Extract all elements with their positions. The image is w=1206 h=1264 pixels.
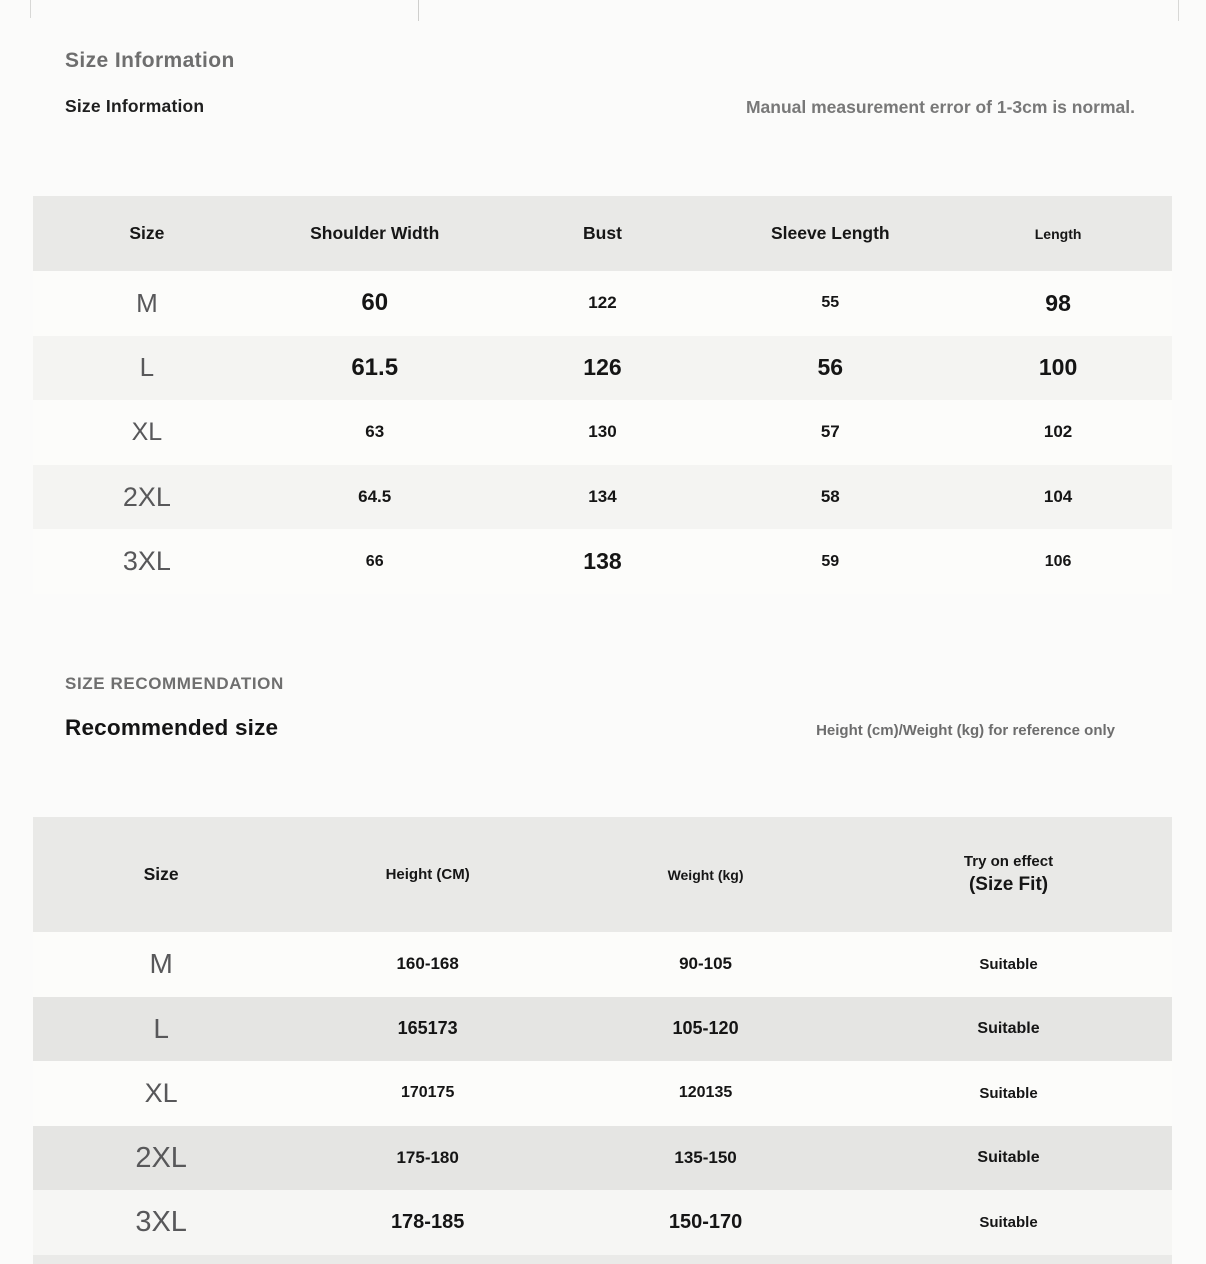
size-table-header-sleeve-length: Sleeve Length	[770, 223, 890, 243]
rec-table-header-try-on-effect	[845, 852, 1172, 898]
bust-cell: 122	[588, 293, 617, 313]
size-table-row-m	[33, 271, 1172, 336]
rec-table-row-m	[33, 932, 1172, 997]
rec-table-header-height: Height (CM)	[385, 866, 470, 883]
shoulder-width-cell: 66	[365, 552, 384, 570]
weight-cell: 135-150	[674, 1148, 737, 1168]
sleeve-length-cell: 58	[820, 487, 840, 507]
size-cell: 2XL	[135, 1141, 187, 1174]
size-table-row-2xl	[33, 465, 1172, 530]
length-cell: 98	[1045, 289, 1071, 316]
sleeve-length-cell: 57	[820, 422, 840, 442]
size-cell: M	[136, 287, 158, 318]
table-bottom-strip	[33, 1255, 1172, 1264]
top-divider-line-middle	[418, 0, 419, 21]
size-cell: L	[139, 352, 155, 383]
page-title: Size Information	[65, 49, 235, 72]
rec-table-row-xl	[33, 1061, 1172, 1126]
weight-cell: 105-120	[672, 1018, 739, 1039]
size-table-header-size: Size	[129, 223, 165, 243]
size-cell: XL	[144, 1077, 178, 1108]
size-table-row-3xl	[33, 529, 1172, 594]
measurement-error-note: Manual measurement error of 1-3cm is normal.	[745, 97, 1135, 117]
size-table-row-l	[33, 336, 1172, 401]
size-table-header-length: Length	[1034, 225, 1082, 242]
recommended-size-table	[33, 817, 1172, 1255]
shoulder-width-cell: 60	[361, 289, 389, 317]
size-cell: M	[149, 948, 173, 980]
recommended-size-title: Recommended size	[65, 715, 279, 740]
length-cell: 100	[1038, 354, 1078, 381]
size-cell: 2XL	[122, 481, 171, 512]
rec-table-header-weight: Weight (kg)	[667, 866, 744, 883]
size-table-header-row	[33, 196, 1172, 271]
bust-cell: 134	[588, 487, 617, 507]
size-table-row-xl	[33, 400, 1172, 465]
size-recommendation-eyebrow: SIZE RECOMMENDATION	[65, 674, 284, 693]
shoulder-width-cell: 63	[365, 422, 385, 442]
rec-table-row-2xl	[33, 1126, 1172, 1191]
sleeve-length-cell: 59	[821, 552, 840, 570]
fit-cell: Suitable	[977, 1019, 1040, 1037]
height-cell: 175-180	[396, 1148, 459, 1168]
weight-cell: 90-105	[679, 954, 733, 974]
size-cell: XL	[131, 417, 163, 446]
height-cell: 165173	[397, 1018, 458, 1039]
top-divider-line-right	[1178, 0, 1179, 21]
size-fit-label: (Size Fit)	[968, 873, 1049, 895]
weight-cell: 150-170	[668, 1211, 743, 1234]
rec-table-row-3xl	[33, 1190, 1172, 1255]
weight-cell: 120135	[678, 1084, 733, 1102]
size-cell: 3XL	[122, 546, 171, 577]
bust-cell: 138	[583, 548, 622, 575]
height-cell: 178-185	[390, 1211, 465, 1234]
length-cell: 104	[1043, 487, 1073, 507]
rec-table-header-size: Size	[143, 864, 179, 884]
length-cell: 102	[1043, 422, 1073, 442]
size-table-header-shoulder-width: Shoulder Width	[310, 223, 440, 243]
sleeve-length-cell: 55	[821, 294, 840, 312]
bust-cell: 130	[588, 422, 617, 442]
shoulder-width-cell: 64.5	[358, 487, 392, 507]
fit-cell: Suitable	[979, 955, 1038, 973]
shoulder-width-cell: 61.5	[351, 353, 399, 381]
size-measurement-table	[33, 196, 1172, 594]
fit-cell: Suitable	[979, 1214, 1038, 1232]
rec-table-row-l	[33, 997, 1172, 1062]
size-information-subtitle: Size Information	[65, 96, 205, 116]
length-cell: 106	[1044, 552, 1072, 570]
height-cell: 160-168	[396, 954, 459, 974]
reference-only-note: Height (cm)/Weight (kg) for reference only	[816, 722, 1115, 739]
size-cell: 3XL	[135, 1206, 187, 1239]
bust-cell: 126	[583, 354, 622, 381]
fit-cell: Suitable	[979, 1084, 1038, 1102]
try-on-effect-label: Try on effect	[963, 852, 1054, 870]
sleeve-length-cell: 56	[817, 354, 844, 381]
size-cell: L	[153, 1012, 169, 1044]
size-table-header-bust: Bust	[583, 223, 622, 243]
fit-cell: Suitable	[977, 1149, 1040, 1167]
rec-table-header-row	[33, 817, 1172, 932]
top-divider-line-left	[30, 0, 31, 18]
height-cell: 170175	[400, 1084, 455, 1102]
